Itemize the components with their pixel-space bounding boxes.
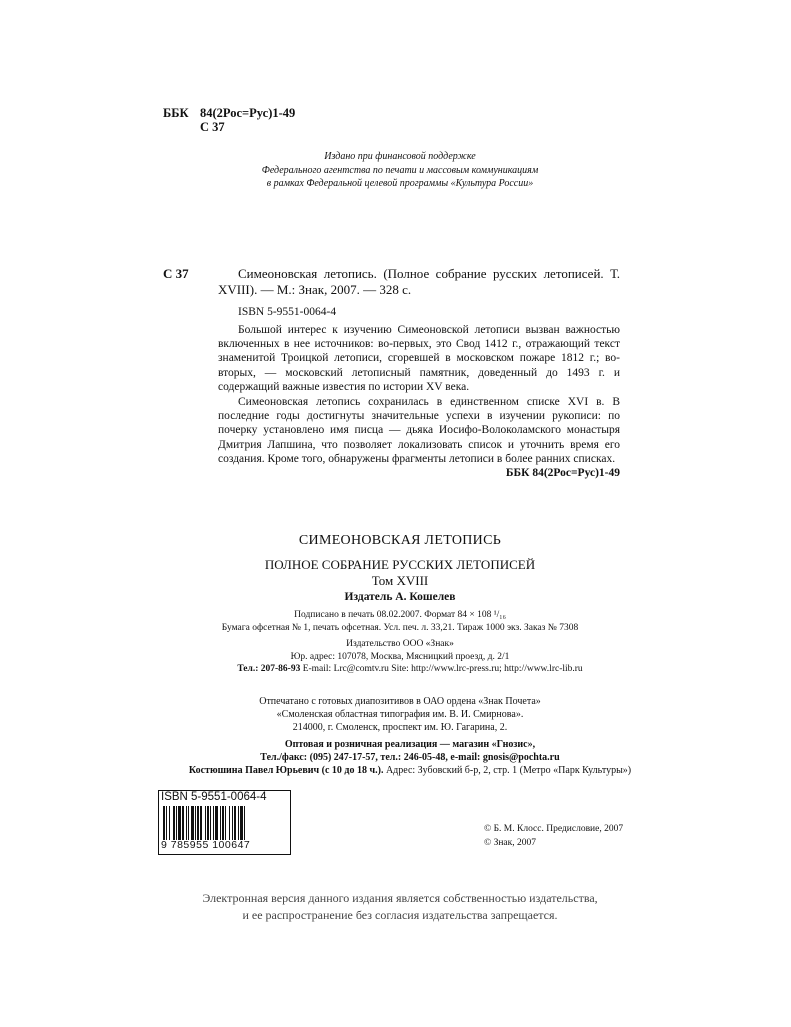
copyright-block — [484, 822, 623, 850]
card-bbk-code: ББК 84(2Рос=Рус)1-49 — [505, 467, 620, 479]
financial-support-note — [250, 150, 550, 191]
support-line: Издано при финансовой поддержке — [324, 151, 476, 162]
support-line: в рамках Федеральной целевой программы «Культура России» — [266, 178, 534, 189]
contact-address: Адрес: Зубовский б-р, 2, стр. 1 (Метро «Парк Культуры») — [383, 765, 632, 776]
series-title: ПОЛНОЕ СОБРАНИЕ РУССКИХ ЛЕТОПИСЕЙ — [264, 557, 536, 572]
notice-line: Электронная версия данного издания является собственностью издательства, — [202, 891, 598, 905]
isbn-barcode — [158, 790, 291, 855]
print-specs — [200, 609, 600, 635]
publisher-site: Site: http://www.lrc-press.ru; http://www.lrc-lib.ru — [391, 664, 583, 674]
volume-number: Том XVIII — [371, 573, 429, 588]
publisher-phone: Тел.: 207-86-93 — [237, 664, 301, 674]
barcode-digits: 9 785955 100647 — [161, 839, 251, 851]
electronic-edition-notice — [140, 890, 660, 924]
card-author-sign: С 37 — [163, 266, 189, 281]
publishing-house: Издательство ООО «Знак» — [346, 639, 454, 649]
copyright-line: © Знак, 2007 — [484, 838, 537, 848]
barcode-isbn-text: ISBN 5-9551-0064-4 — [161, 791, 267, 803]
bbk-code: 84(2Рос=Рус)1-49 — [200, 106, 296, 120]
author-sign: С 37 — [200, 120, 225, 134]
imprint-title-block — [220, 533, 580, 603]
sales-contacts: Тел./факс: (095) 247-17-57, тел.: 246-05-48, e-mail: gnosis@pochta.ru — [260, 752, 560, 763]
contact-person-name: Костюшина Павел Юрьевич (с 10 до 18 ч.). — [188, 765, 384, 776]
copyright-line: © Б. М. Клосс. Предисловие, 2007 — [484, 824, 624, 834]
notice-line: и ее распространение без согласия издательства запрещается. — [242, 908, 558, 922]
sales-contact-person — [180, 764, 640, 777]
publisher-address: Юр. адрес: 107078, Москва, Мясницкий проезд, д. 2/1 — [290, 652, 510, 662]
barcode-bars-icon — [163, 806, 286, 840]
bbk-label: ББК — [163, 106, 189, 120]
annotation-paragraph-2: Симеоновская летопись сохранилась в единственном списке XVI в. В последние годы достигнуты значительные успехи в изучении рукописи: по почерку установлено имя писца — дьяка Иосифо-Волоколамского монастыря Дмитрия Лапшина, что позволяет локализовать список и уточнить время его создания. Кроме того, обнаружены фрагменты летописи в более ранних списках. — [218, 396, 620, 465]
printing-line: Отпечатано с готовых диапозитивов в ОАО ордена «Знак Почета» — [259, 696, 541, 707]
print-specs-line: Подписано в печать 08.02.2007. Формат 84 × 108 ¹/₁₆ — [294, 610, 506, 620]
card-title: Симеоновская летопись. (Полное собрание русских летописей. Т. XVIII). — М.: Знак, 2007. — 328 с. — [218, 266, 620, 297]
sales-info — [180, 738, 640, 777]
main-title: СИМЕОНОВСКАЯ ЛЕТОПИСЬ — [298, 533, 502, 548]
publisher-email: E-mail: Lrc@comtv.ru — [302, 664, 389, 674]
card-isbn: ISBN 5-9551-0064-4 — [238, 306, 337, 318]
publisher-contacts — [200, 664, 620, 674]
publisher-name: Издатель А. Кошелев — [344, 591, 456, 603]
annotation-paragraph-1: Большой интерес к изучению Симеоновской летописи вызван важностью включенных в нее источников: во-первых, это Свод 1412 г., отражающий текст знаменитой Троицкой летописи, сгоревшей в московском пожаре 1812 г.; во-вторых, — московский летописный памятник, доведенный до 1493 г. и содержащий важные известия по истории XV века. — [218, 324, 620, 393]
printing-line: 214000, г. Смоленск, проспект им. Ю. Гагарина, 2. — [292, 722, 508, 733]
sales-line: Оптовая и розничная реализация — магазин «Гнозис», — [284, 739, 536, 750]
printing-house-note — [210, 695, 590, 734]
print-specs-line: Бумага офсетная № 1, печать офсетная. Усл. печ. л. 33,21. Тираж 1000 экз. Заказ № 7308 — [221, 623, 579, 633]
printing-line: «Смоленская областная типография им. В. И. Смирнова». — [276, 709, 524, 720]
support-line: Федерального агентства по печати и массовым коммуникациям — [261, 164, 539, 176]
